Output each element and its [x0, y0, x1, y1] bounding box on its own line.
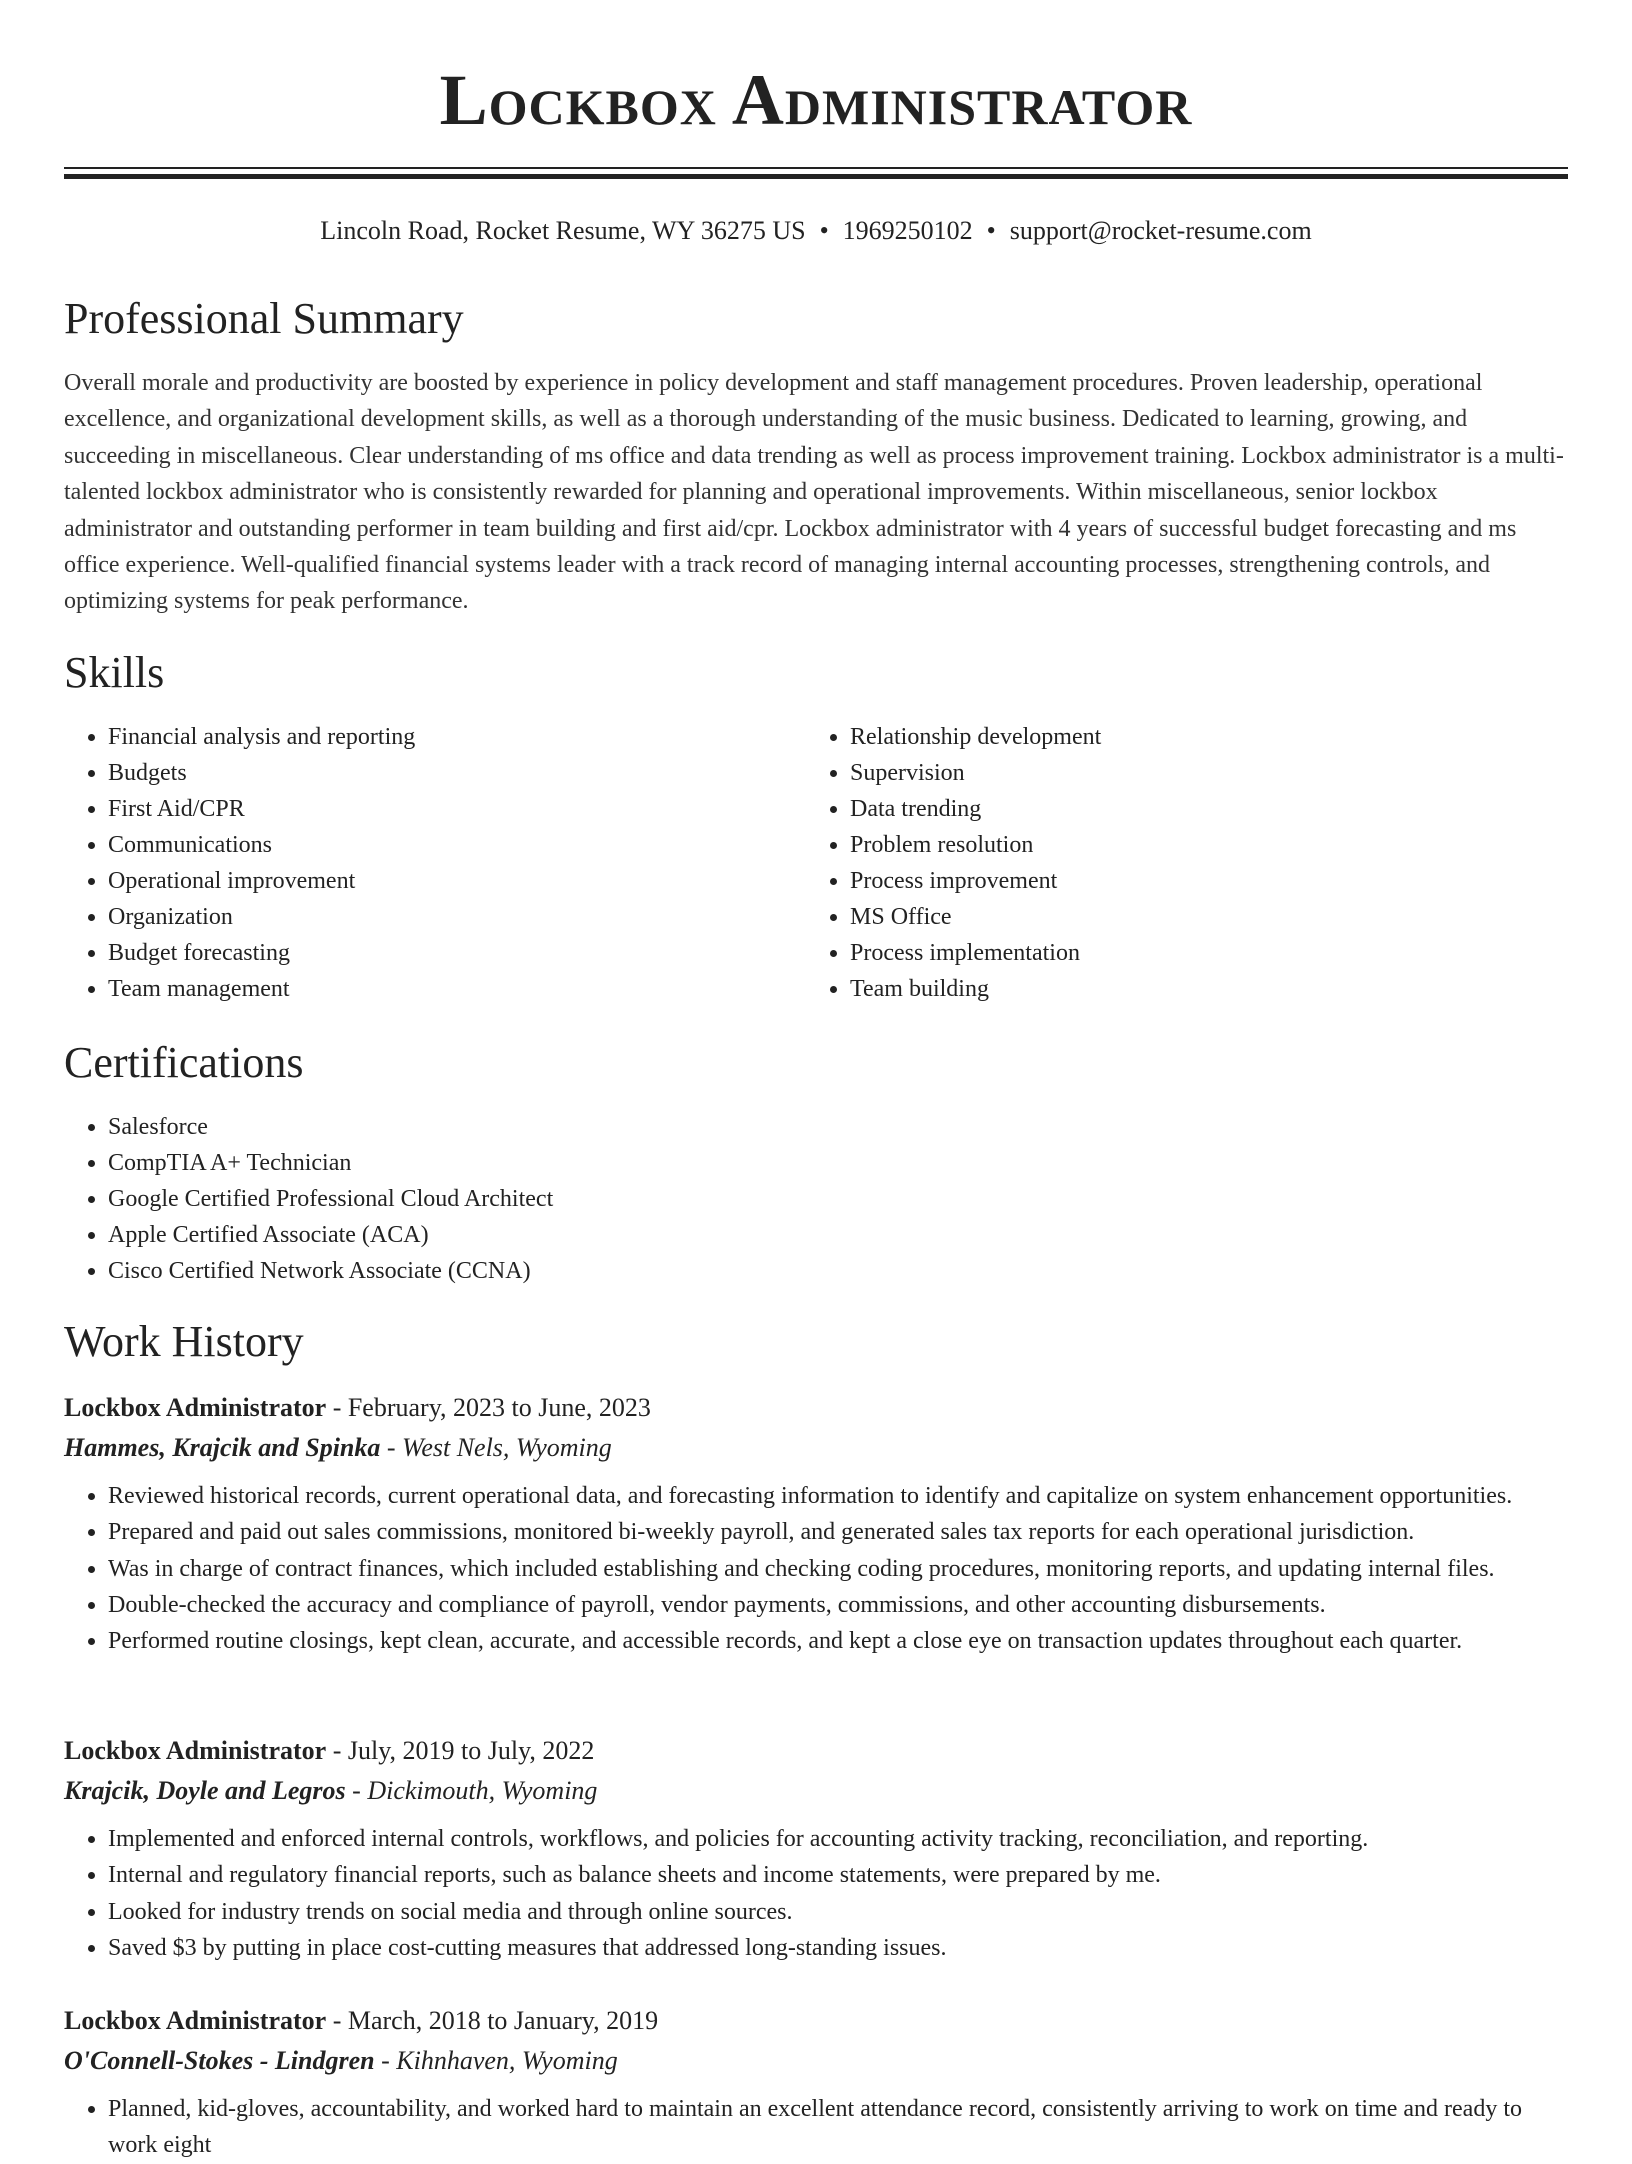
job-entry	[64, 1388, 1568, 1659]
certification-item: • Google Certified Professional Cloud Architect	[108, 1181, 1464, 1217]
job-duties-list	[64, 1478, 1568, 1659]
job-company: O'Connell-Stokes - Lindgren	[64, 2046, 375, 2075]
skill-item: • Data trending	[850, 791, 1506, 827]
job-role: Lockbox Administrator	[64, 1393, 327, 1422]
skills-column-right	[806, 719, 1506, 1007]
job-dates: - July, 2019 to July, 2022	[326, 1736, 595, 1765]
skill-item: • Budgets	[108, 755, 764, 791]
job-duty: • Looked for industry trends on social media and through online sources.	[108, 1894, 1568, 1930]
skills-list-right	[806, 719, 1506, 1007]
skills-list-left	[64, 719, 764, 1007]
job-location: - Dickimouth, Wyoming	[345, 1776, 598, 1805]
job-role: Lockbox Administrator	[64, 1736, 327, 1765]
job-title-line	[64, 1731, 1568, 1771]
resume-name: Lockbox Administrator	[439, 60, 1193, 140]
contact-email[interactable]: support@rocket-resume.com	[1009, 216, 1312, 245]
job-duty: • Double-checked the accuracy and compliance of payroll, vendor payments, commissions, and other accounting disbursements.	[108, 1587, 1568, 1623]
skill-item: • Budget forecasting	[108, 935, 764, 971]
job-company-line	[64, 1428, 1568, 1468]
certifications-heading: Certifications	[64, 1038, 304, 1087]
certification-item: • Cisco Certified Network Associate (CCNA)	[108, 1253, 1464, 1289]
job-location: - Kihnhaven, Wyoming	[374, 2046, 618, 2075]
job-duties-list	[64, 1821, 1568, 1966]
job-duty: • Reviewed historical records, current operational data, and forecasting information to identify and capitalize on system enhancement opportunities.	[108, 1478, 1568, 1514]
summary-heading: Professional Summary	[64, 294, 464, 343]
contact-address: Lincoln Road, Rocket Resume, WY 36275 US	[320, 216, 806, 245]
job-role: Lockbox Administrator	[64, 2006, 327, 2035]
certification-item: • Salesforce	[108, 1109, 1464, 1145]
skills-column-left	[64, 719, 764, 1007]
job-entry	[64, 2001, 1568, 2164]
skill-item: • Team management	[108, 971, 764, 1007]
job-location: - West Nels, Wyoming	[380, 1433, 612, 1462]
header-rule-thick	[64, 174, 1568, 179]
contact-separator: •	[819, 216, 829, 245]
job-duty: • Performed routine closings, kept clean, accurate, and accessible records, and kept a close eye on transaction updates throughout each quarter.	[108, 1623, 1568, 1659]
skill-item: • First Aid/CPR	[108, 791, 764, 827]
skill-item: • Process implementation	[850, 935, 1506, 971]
certification-item: • Apple Certified Associate (ACA)	[108, 1217, 1464, 1253]
job-entry	[64, 1731, 1568, 1966]
job-dates: - March, 2018 to January, 2019	[326, 2006, 659, 2035]
skills-heading: Skills	[64, 648, 165, 697]
job-duty: • Saved $3 by putting in place cost-cutting measures that addressed long-standing issues.	[108, 1930, 1568, 1966]
certifications-section	[64, 1109, 1464, 1289]
skill-item: • Problem resolution	[850, 827, 1506, 863]
contact-phone[interactable]: 1969250102	[842, 216, 973, 245]
job-duty: • Was in charge of contract finances, which included establishing and checking coding procedures, monitoring reports, and updating internal files.	[108, 1551, 1568, 1587]
skill-item: • Operational improvement	[108, 863, 764, 899]
job-duty: • Prepared and paid out sales commissions, monitored bi-weekly payroll, and generated sales tax reports for each operational jurisdiction.	[108, 1514, 1568, 1550]
job-company-line	[64, 1771, 1568, 1811]
certification-item: • CompTIA A+ Technician	[108, 1145, 1464, 1181]
job-title-line	[64, 2001, 1568, 2041]
skill-item: • Relationship development	[850, 719, 1506, 755]
skill-item: • Process improvement	[850, 863, 1506, 899]
summary-text: Overall morale and productivity are boosted by experience in policy development and staff management procedures. Proven leadership, operational excellence, and organizational development skills, as well as a thorough understanding of the music business. Dedicated to learning, growing, and succeeding in miscellaneous. Clear understanding of ms office and data trending as well as process improvement training. Lockbox administrator is a multi-talented lockbox administrator who is consistently rewarded for planning and operational improvements. Within miscellaneous, senior lockbox administrator and outstanding performer in team building and first aid/cpr. Lockbox administrator with 4 years of successful budget forecasting and ms office experience. Well-qualified financial systems leader with a track record of managing internal accounting processes, strengthening controls, and optimizing systems for peak performance.	[64, 370, 1564, 615]
skill-item: • MS Office	[850, 899, 1506, 935]
job-duties-list	[64, 2091, 1568, 2164]
skill-item: • Organization	[108, 899, 764, 935]
contact-line	[64, 214, 1568, 248]
work-history-heading: Work History	[64, 1317, 304, 1366]
job-dates: - February, 2023 to June, 2023	[326, 1393, 651, 1422]
contact-separator: •	[986, 216, 996, 245]
job-company: Krajcik, Doyle and Legros	[64, 1776, 346, 1805]
skill-item: • Team building	[850, 971, 1506, 1007]
skill-item: • Financial analysis and reporting	[108, 719, 764, 755]
skill-item: • Supervision	[850, 755, 1506, 791]
job-duty: • Planned, kid-gloves, accountability, and worked hard to maintain an excellent attendance record, consistently arriving to work on time and ready to work eight	[108, 2091, 1568, 2164]
certifications-list	[64, 1109, 1464, 1289]
job-company: Hammes, Krajcik and Spinka	[64, 1433, 381, 1462]
job-company-line	[64, 2041, 1568, 2081]
job-duty: • Internal and regulatory financial reports, such as balance sheets and income statements, were prepared by me.	[108, 1857, 1568, 1893]
header-rule-thin	[64, 167, 1568, 169]
job-title-line	[64, 1388, 1568, 1428]
skill-item: • Communications	[108, 827, 764, 863]
job-duty: • Implemented and enforced internal controls, workflows, and policies for accounting activity tracking, reconciliation, and reporting.	[108, 1821, 1568, 1857]
